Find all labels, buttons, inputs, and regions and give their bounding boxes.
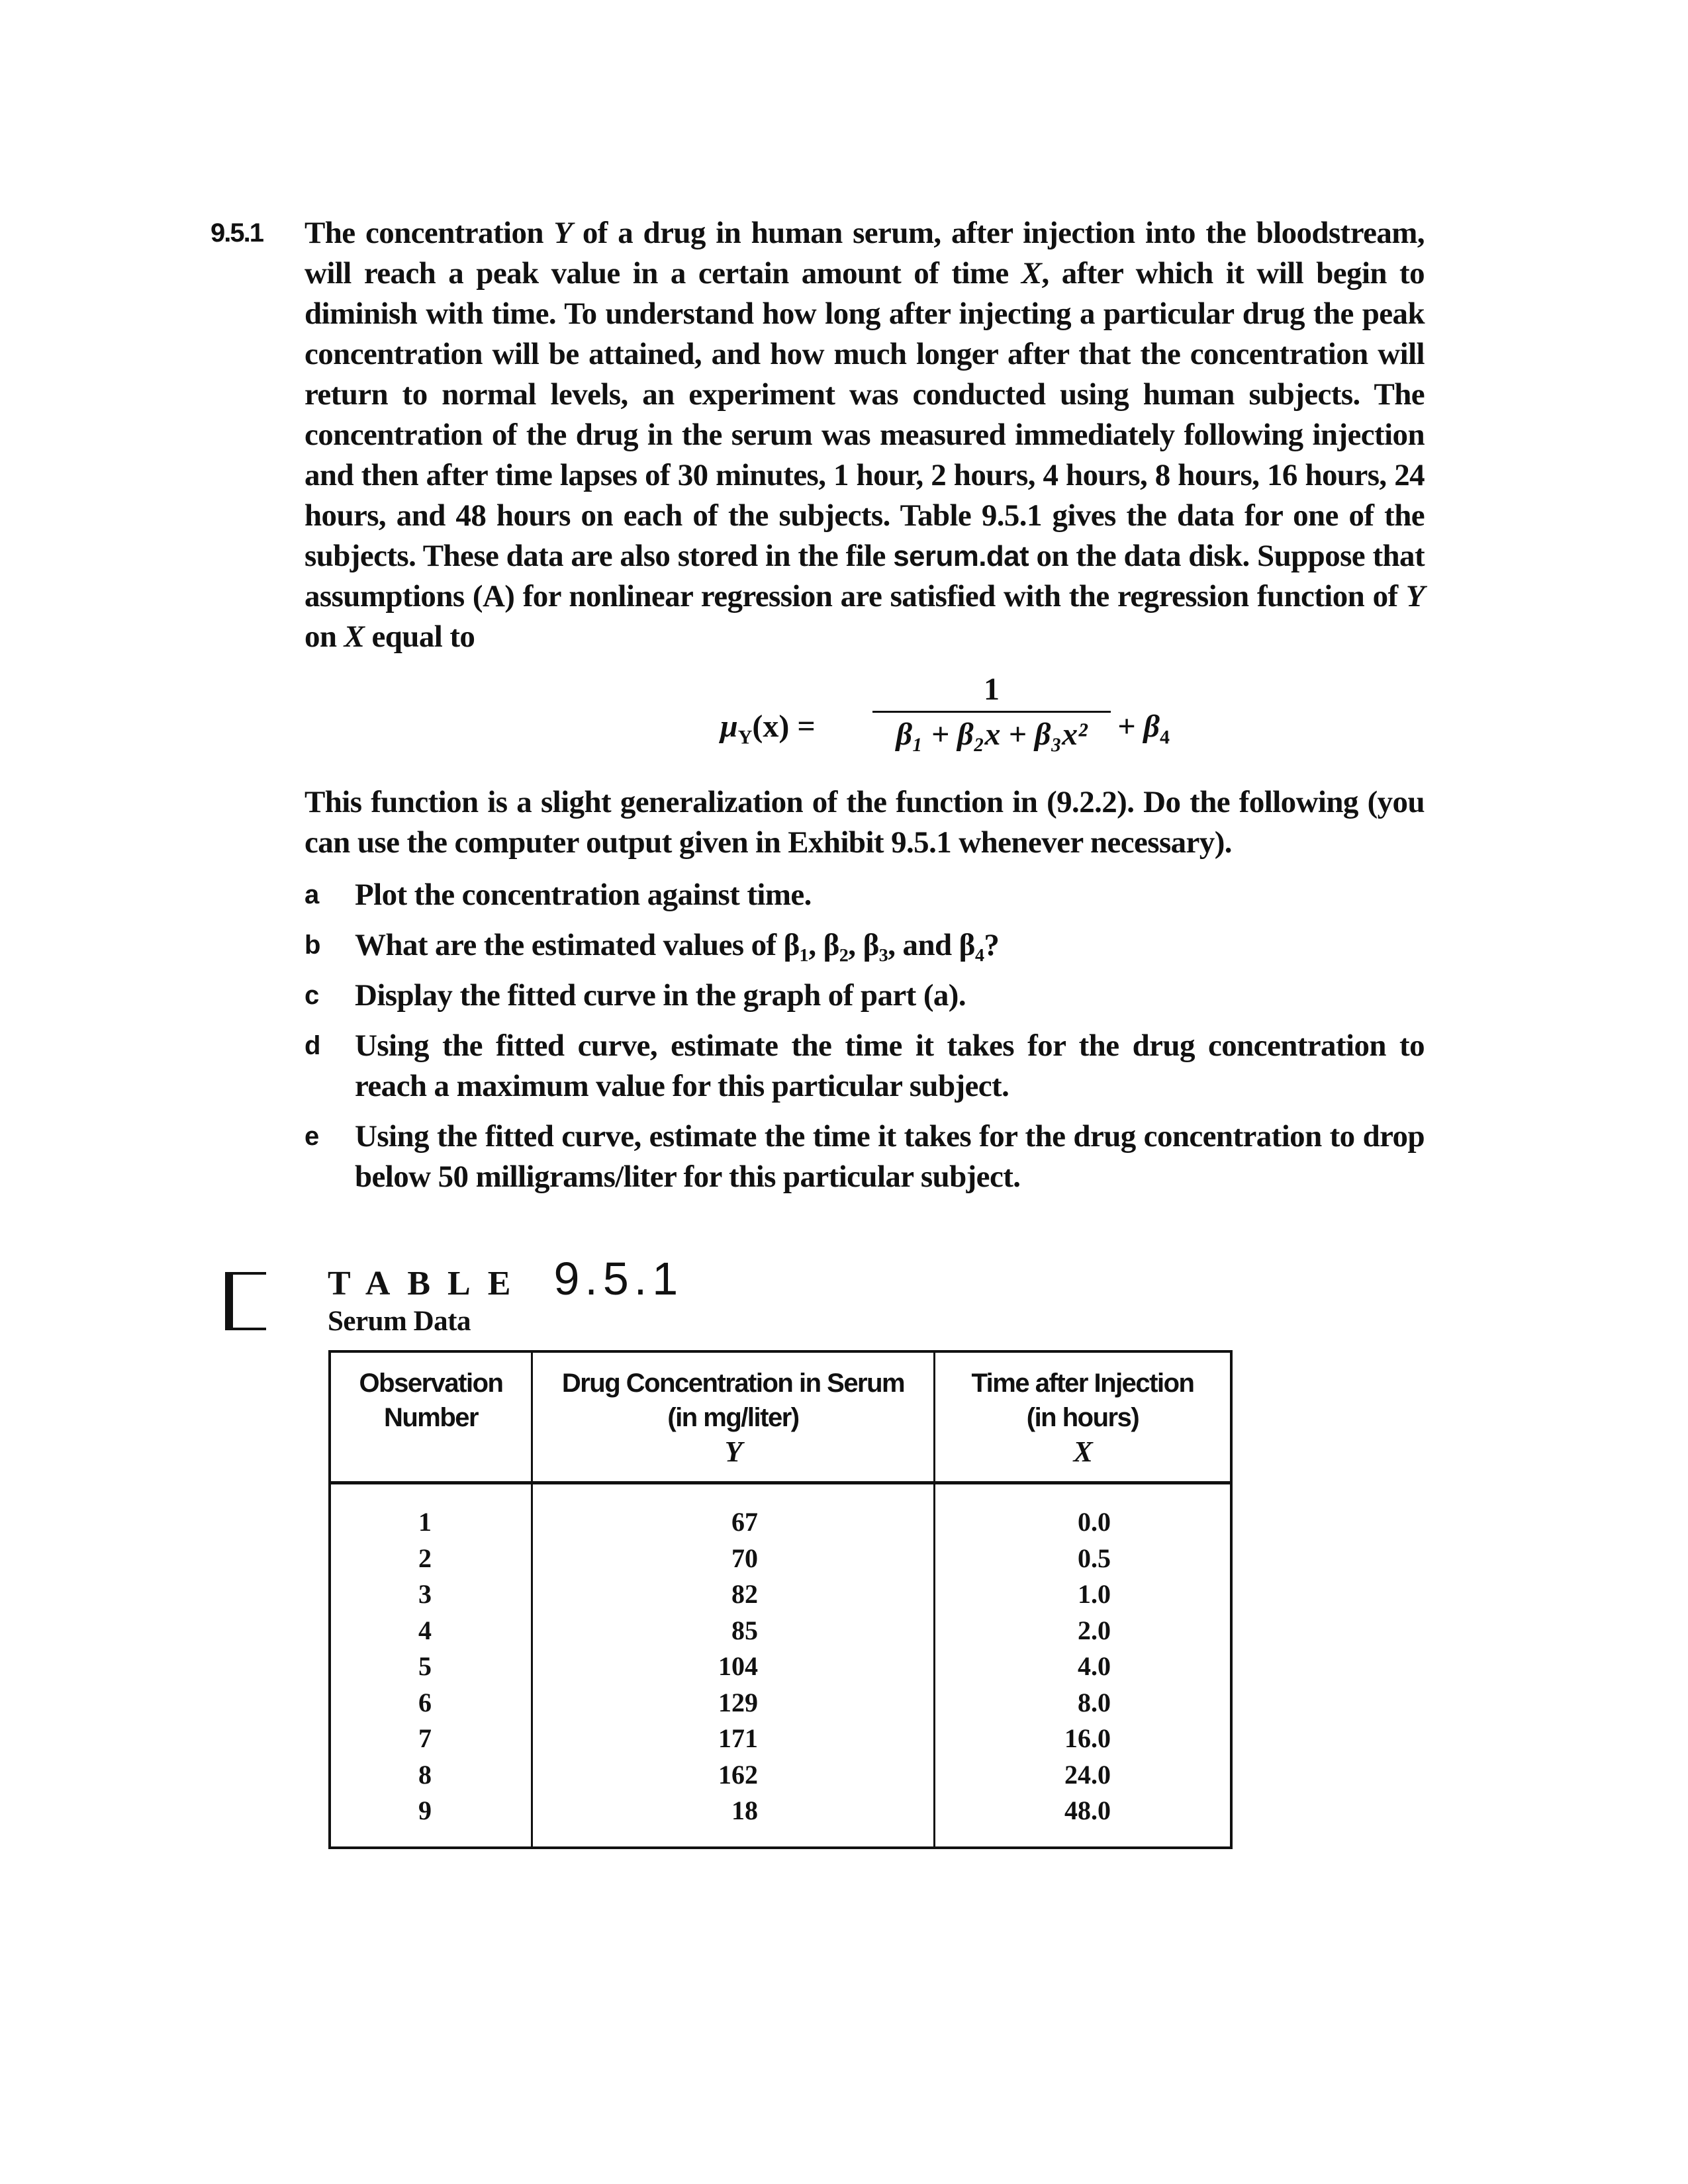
column-header-time: Time after Injection (in hours) X (934, 1351, 1231, 1483)
table-row: 3 82 1.0 (330, 1576, 1231, 1613)
formula-lhs: $\mu_Y(x)$ = (720, 709, 816, 749)
column-header-observation: Observation Number (330, 1351, 532, 1483)
fraction-bar (872, 711, 1111, 713)
filename: serum.dat (893, 540, 1029, 572)
formula-denominator: β₁ + β₂x + β₃x² (896, 717, 1088, 752)
table-number: 9.5.1 (553, 1253, 684, 1304)
table-row: 9 18 48.0 (330, 1793, 1231, 1848)
problem-9-5-1 (211, 213, 1429, 1194)
table-caption: Serum Data (328, 1306, 471, 1337)
formula-rhs: + $\beta_4$ (1117, 709, 1170, 749)
formula-numerator: 1 (984, 672, 1000, 707)
problem-parts (305, 875, 1425, 1207)
table-row: 8 162 24.0 (330, 1757, 1231, 1794)
table-row: 2 70 0.5 (330, 1541, 1231, 1577)
table-label: TABLE 9.5.1 (328, 1253, 684, 1304)
column-header-concentration: Drug Concentration in Serum (in mg/liter) Y (532, 1351, 935, 1483)
part-b: b What are the estimated values of β₁, β₂, β₃, and β₄? (305, 928, 1000, 962)
regression-formula (211, 670, 1429, 782)
after-formula-text: This function is a slight generalization of the function in (9.2.2). Do the following (you can use the computer output given in Exhibit 9.5.1 whenever necessary). (305, 785, 1425, 860)
part-e: e Using the fitted curve, estimate the time it takes for the drug concentration to drop below 50 milligrams/liter for this particular subject. (305, 1119, 1425, 1194)
part-c: c Display the fitted curve in the graph of part (a). (305, 978, 966, 1013)
table-row: 7 171 16.0 (330, 1721, 1231, 1757)
table-row: 6 129 8.0 (330, 1685, 1231, 1721)
serum-data-table (328, 1350, 1233, 1849)
problem-number: 9.5.1 (211, 218, 263, 248)
table-bracket-icon (225, 1272, 266, 1330)
problem-intro: The concentration Y of a drug in human serum, after injection into the bloodstream, will reach a peak value in a certain amount of time X, after which it will begin to diminish with time. To understand how long after injecting a particular drug the peak concentration will be attained, and how much longer after that the concentration will return to normal levels, an experiment was conducted using human subjects. The concentration of the drug in the serum was measured immediately following injection and then after time lapses of 30 minutes, 1 hour, 2 hours, 4 hours, 8 hours, 16 hours, 24 hours, and 48 hours on each of the subjects. Table 9.5.1 gives the data for one of the subjects. These data are also stored in the file serum.dat on the data disk. Suppose that assumptions (A) for nonlinear regression are satisfied with the regression function of Y on X equal to (305, 216, 1425, 654)
table-row: 1 67 0.0 (330, 1483, 1231, 1541)
table-header-row (330, 1351, 1231, 1483)
table-row: 4 85 2.0 (330, 1613, 1231, 1649)
formula-fraction (872, 670, 1111, 755)
part-a: a Plot the concentration against time. (305, 878, 812, 912)
part-d: d Using the fitted curve, estimate the time it takes for the drug concentration to reach a maximum value for this particular subject. (305, 1028, 1425, 1103)
table-row: 5 104 4.0 (330, 1649, 1231, 1685)
